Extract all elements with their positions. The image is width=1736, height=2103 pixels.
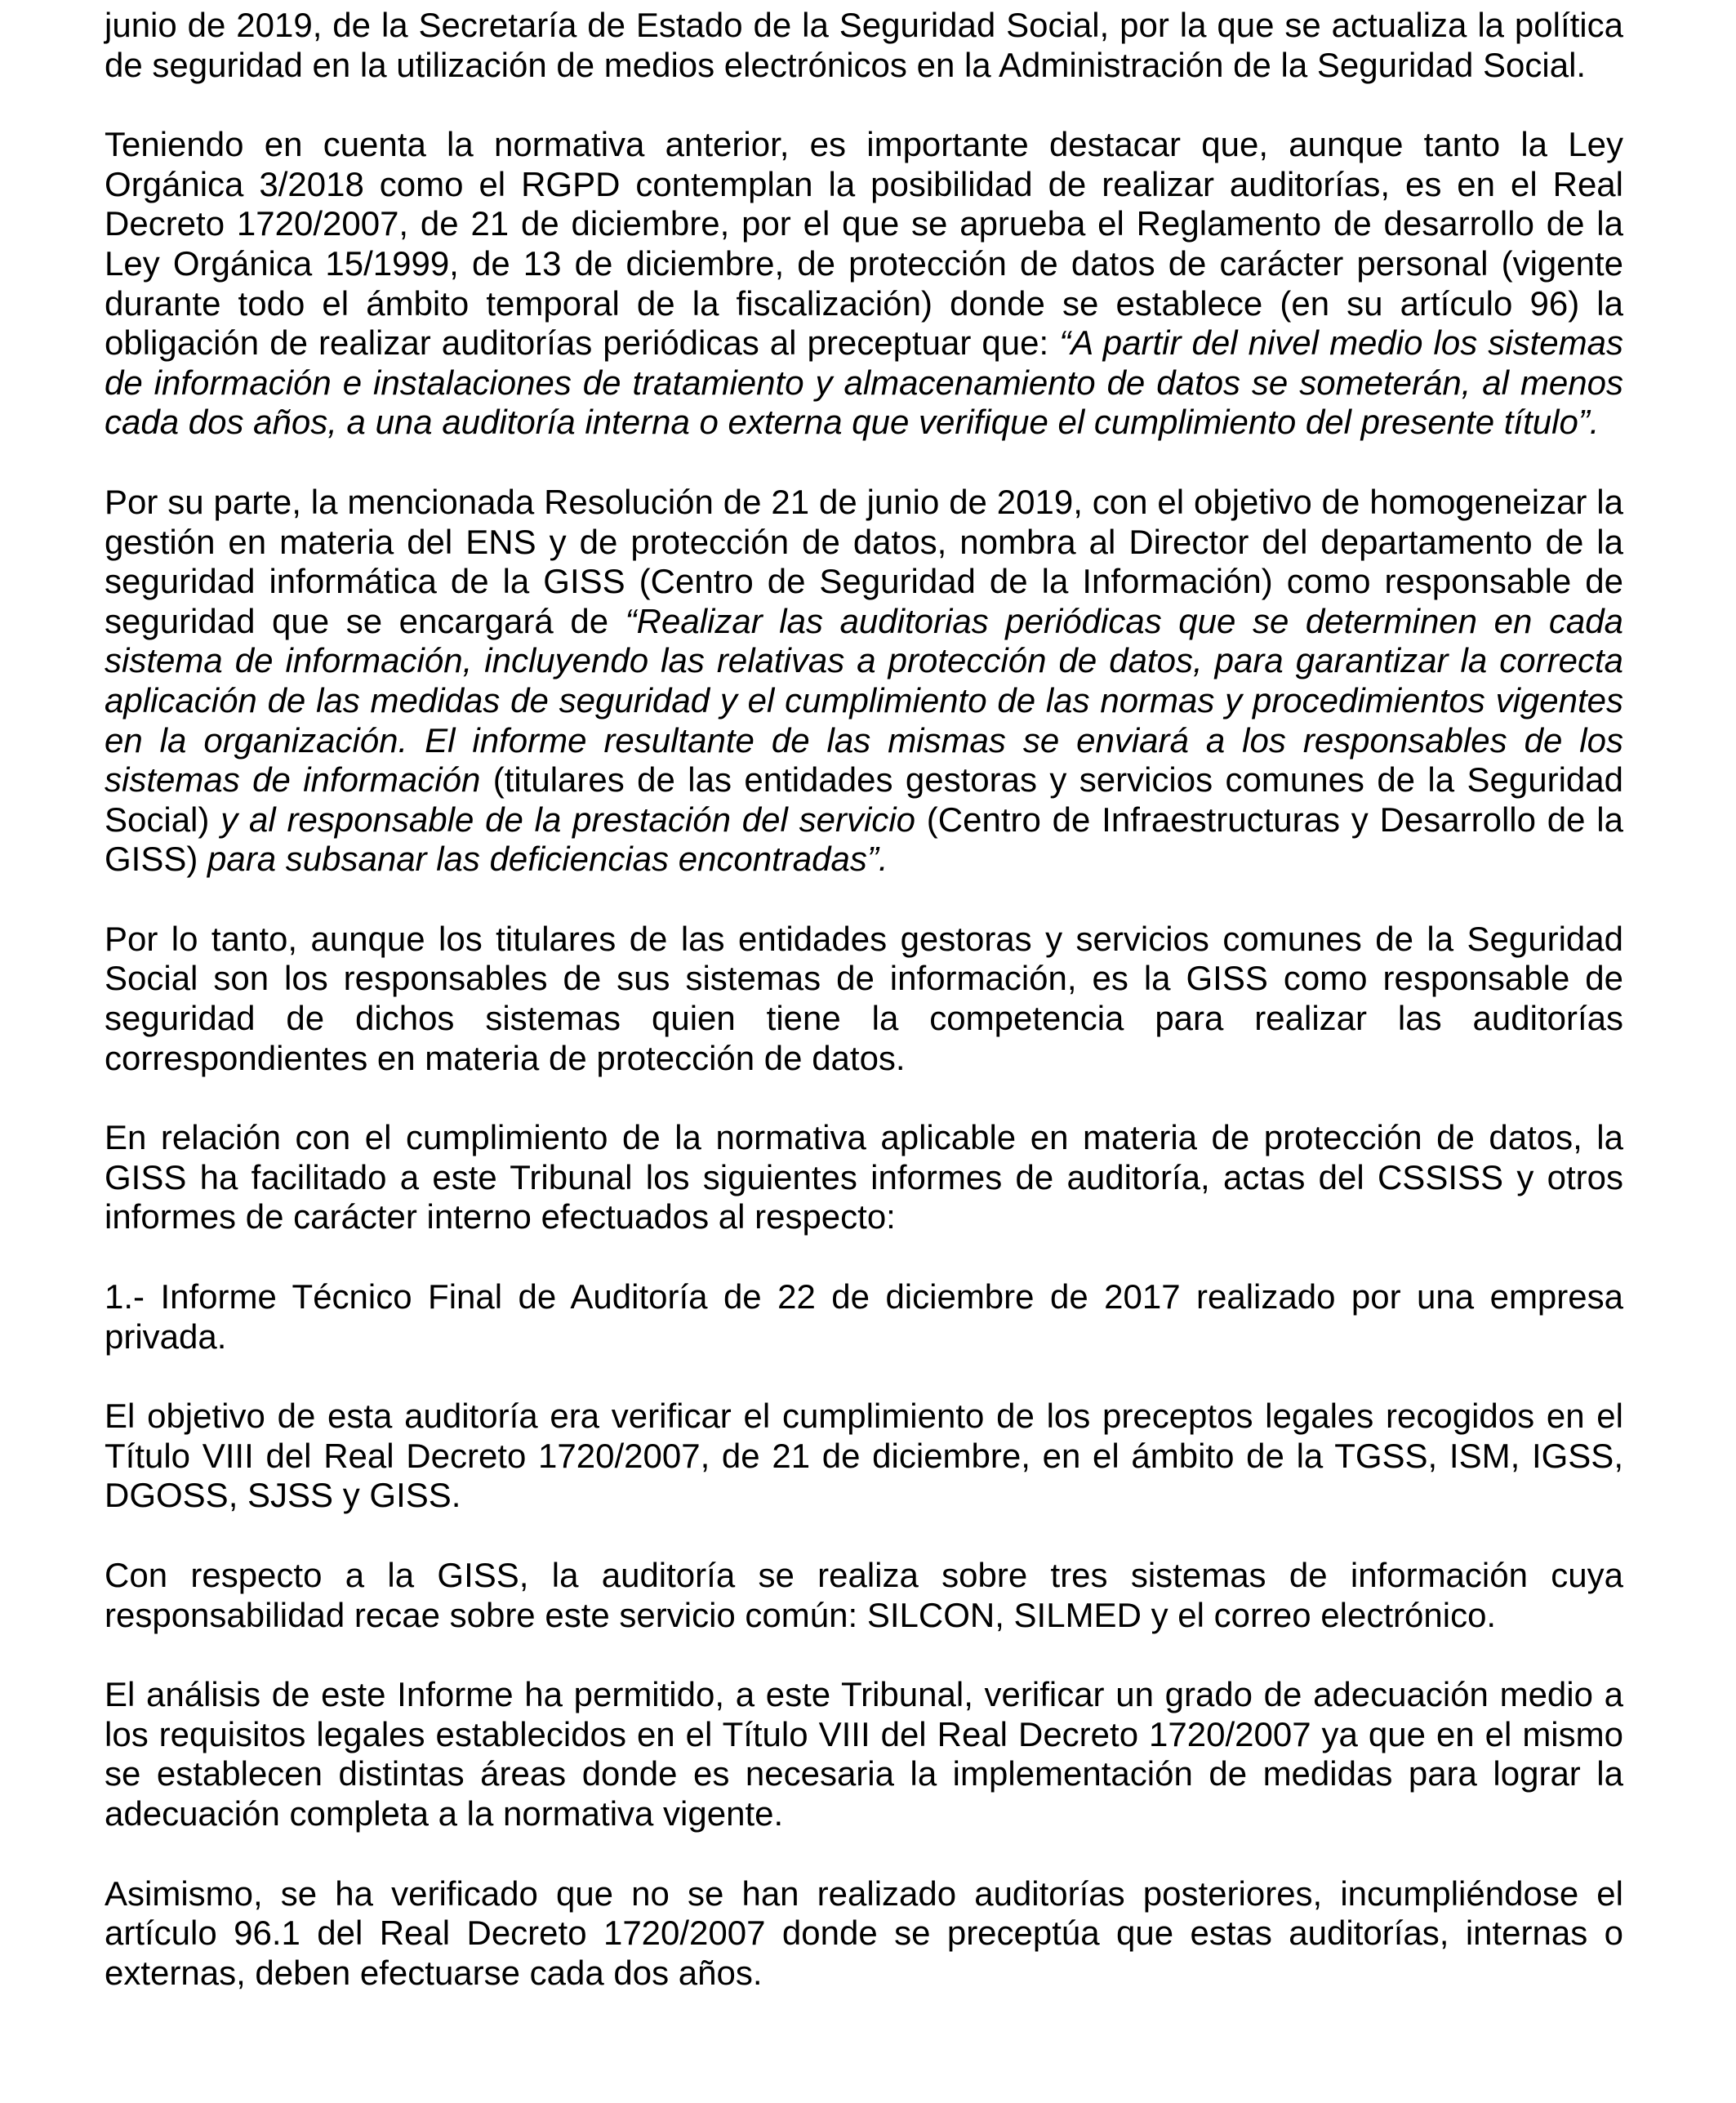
text-run: Asimismo, se ha verificado que no se han realizado auditorías posteriores, incumpliéndose el artículo 96.1 del Real Decreto 1720/2007 donde se preceptúa que estas auditorías, internas o externas, deben efectuarse cada dos años. xyxy=(105,1874,1623,1992)
paragraph xyxy=(105,125,1623,443)
text-run: (titulares de las entidades gestoras y servicios comunes de la Seguridad Social) xyxy=(105,760,1623,839)
text-run: 1.- Informe Técnico Final de Auditoría de 22 de diciembre de 2017 realizado por una empresa privada. xyxy=(105,1277,1623,1356)
paragraph xyxy=(105,1397,1623,1516)
text-run-italic: “A partir del nivel medio los sistemas de información e instalaciones de tratamiento y almacenamiento de datos se someterán, al menos cada dos años, a una auditoría interna o externa que verifique el cumplimiento del presente título”. xyxy=(105,323,1623,442)
text-run-italic: “Realizar las auditorias periódicas que se determinen en cada sistema de información, incluyendo las relativas a protección de datos, para garantizar la correcta aplicación de las medidas de seguridad y el cumplimiento de las normas y procedimientos vigentes en la organización. El informe resultante de las mismas se enviará a los responsables de los sistemas de información xyxy=(105,601,1623,800)
text-run-italic: para subsanar las deficiencias encontradas”. xyxy=(207,840,888,879)
text-run: En relación con el cumplimiento de la normativa aplicable en materia de protección de datos, la GISS ha facilitado a este Tribunal los siguientes informes de auditoría, actas del CSSISS y otros informes de carácter interno efectuados al respecto: xyxy=(105,1118,1623,1236)
text-run-italic: y al responsable de la prestación del servicio xyxy=(220,800,927,839)
text-run: junio de 2019, de la Secretaría de Estado de la Seguridad Social, por la que se actualiza la política de seguridad en la utilización de medios electrónicos en la Administración de la Seguridad Social. xyxy=(105,6,1623,84)
text-run: Por su parte, la mencionada Resolución de 21 de junio de 2019, con el objetivo de homogeneizar la gestión en materia del ENS y de protección de datos, nombra al Director del departamento de la seguridad informática de la GISS (Centro de Seguridad de la Información) como responsable de seguridad que se encargará de xyxy=(105,482,1623,640)
text-run: Por lo tanto, aunque los titulares de las entidades gestoras y servicios comunes de la Seguridad Social son los responsables de sus sistemas de información, es la GISS como responsable de seguridad de dichos sistemas quien tiene la competencia para realizar las auditorías correspondientes en materia de protección de datos. xyxy=(105,919,1623,1077)
text-run: (Centro de Infraestructuras y Desarrollo de la GISS) xyxy=(105,800,1623,879)
paragraph xyxy=(105,6,1623,85)
text-run: El análisis de este Informe ha permitido, a este Tribunal, verificar un grado de adecuación medio a los requisitos legales establecidos en el Título VIII del Real Decreto 1720/2007 ya que en el mismo se establecen distintas áreas donde es necesaria la implementación de medidas para lograr la adecuación completa a la normativa vigente. xyxy=(105,1675,1623,1833)
paragraph xyxy=(105,1556,1623,1635)
text-run: Teniendo en cuenta la normativa anterior, es importante destacar que, aunque tanto la Ley Orgánica 3/2018 como el RGPD contemplan la posibilidad de realizar auditorías, es en el Real Decreto 1720/2007, de 21 de diciembre, por el que se aprueba el Reglamento de desarrollo de la Ley Orgánica 15/1999, de 13 de diciembre, de protección de datos de carácter personal (vigente durante todo el ámbito temporal de la fiscalización) donde se establece (en su artículo 96) la obligación de realizar auditorías periódicas al preceptuar que: xyxy=(105,125,1623,363)
paragraph xyxy=(105,483,1623,880)
paragraph xyxy=(105,1277,1623,1357)
paragraph xyxy=(105,1118,1623,1237)
paragraph xyxy=(105,1675,1623,1833)
text-run: Con respecto a la GISS, la auditoría se realiza sobre tres sistemas de información cuya responsabilidad recae sobre este servicio común: SILCON, SILMED y el correo electrónico. xyxy=(105,1556,1623,1634)
document-body xyxy=(105,6,1623,1993)
paragraph xyxy=(105,1874,1623,1994)
paragraph xyxy=(105,920,1623,1078)
text-run: El objetivo de esta auditoría era verificar el cumplimiento de los preceptos legales recogidos en el Título VIII del Real Decreto 1720/2007, de 21 de diciembre, en el ámbito de la TGSS, ISM, IGSS, DGOSS, SJSS y GISS. xyxy=(105,1397,1623,1515)
